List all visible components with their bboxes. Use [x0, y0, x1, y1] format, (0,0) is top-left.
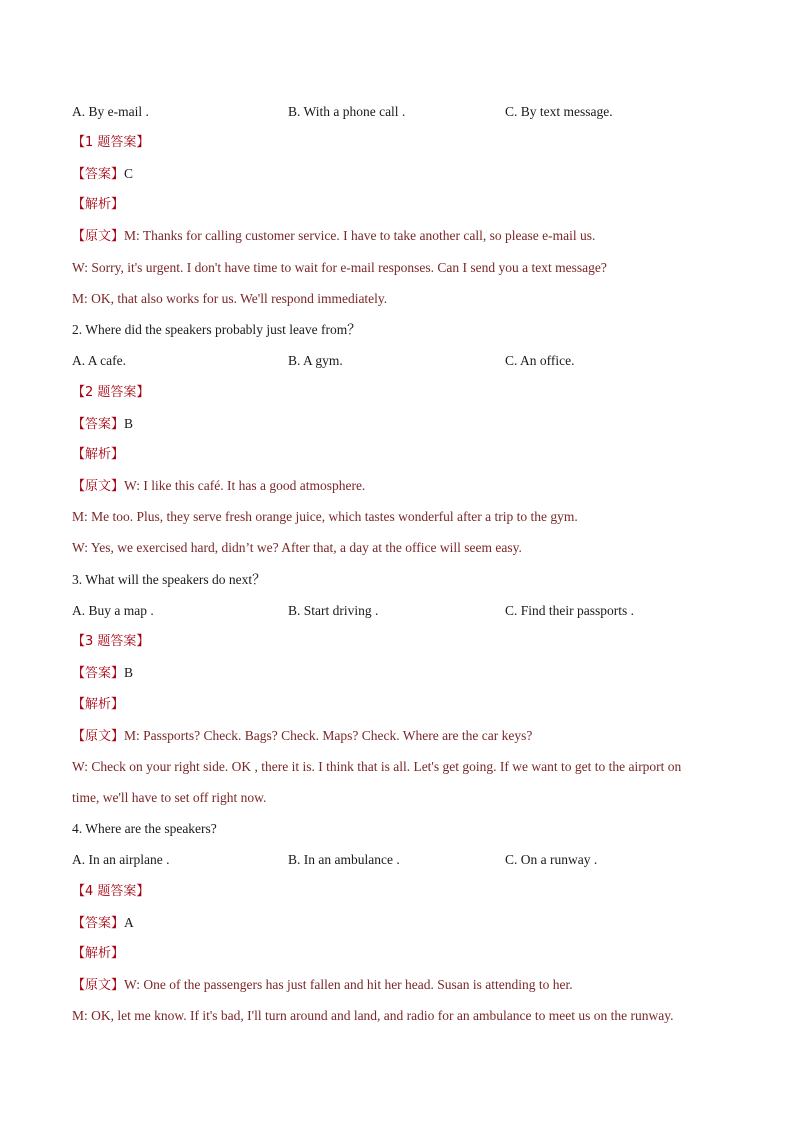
q1-option-b: B. With a phone call .	[288, 104, 406, 119]
q4-answer-header: 【4 题答案】	[72, 884, 150, 899]
q1-answer-header: 【1 题答案】	[72, 135, 150, 150]
q1-option-c: C. By text message.	[505, 104, 613, 119]
q2-transcript-line-1: 【原文】W: I like this café. It has a good atmosphere.	[72, 478, 366, 494]
q3-question: 3. What will the speakers do next？	[72, 572, 266, 587]
q4-option-c: C. On a runway .	[505, 852, 598, 867]
q1-analysis-label: 【解析】	[72, 197, 125, 212]
q3-option-a: A. Buy a map .	[72, 603, 154, 618]
q2-analysis-label: 【解析】	[72, 447, 125, 462]
q2-answer-value: B	[124, 416, 134, 431]
q1-answer-line	[72, 166, 133, 183]
q4-answer-line	[72, 915, 134, 932]
q3-transcript-line-2: W: Check on your right side. OK , there it is. I think that is all. Let's get going. If we want to get to the airport on	[72, 759, 682, 774]
q1-options	[72, 104, 752, 120]
q1-answer-label: 【答案】	[72, 167, 125, 182]
q1-answer-value: C	[124, 166, 134, 181]
q2-options	[72, 353, 752, 369]
q4-option-b: B. In an ambulance .	[288, 852, 400, 867]
q3-analysis-label: 【解析】	[72, 697, 125, 712]
q4-options	[72, 852, 752, 868]
q3-transcript-line-3: time, we'll have to set off right now.	[72, 790, 267, 805]
q4-transcript-line-1: 【原文】W: One of the passengers has just fallen and hit her head. Susan is attending to her.	[72, 977, 573, 993]
q2-answer-line	[72, 416, 133, 433]
q3-answer-line	[72, 665, 133, 682]
q2-yuanwen-label: 【原文】	[72, 479, 125, 494]
q1-option-a: A. By e-mail .	[72, 104, 149, 119]
q3-answer-header: 【3 题答案】	[72, 634, 150, 649]
q2-option-c: C. An office.	[505, 353, 575, 368]
q2-transcript-line-3: W: Yes, we exercised hard, didn’t we? After that, a day at the office will seem easy.	[72, 540, 522, 555]
q4-transcript-line-2: M: OK, let me know. If it's bad, I'll turn around and land, and radio for an ambulance to meet us on the runway.	[72, 1008, 674, 1023]
q3-answer-value: B	[124, 665, 134, 680]
q1-transcript-line-2: W: Sorry, it's urgent. I don't have time to wait for e-mail responses. Can I send you a text message?	[72, 260, 607, 275]
q3-transcript-line-1: 【原文】M: Passports? Check. Bags? Check. Maps? Check. Where are the car keys?	[72, 728, 533, 744]
q4-question: 4. Where are the speakers?	[72, 821, 217, 836]
q3-options	[72, 603, 752, 619]
q2-answer-header: 【2 题答案】	[72, 385, 150, 400]
q2-option-a: A. A cafe.	[72, 353, 126, 368]
q4-analysis-label: 【解析】	[72, 946, 125, 961]
q4-option-a: A. In an airplane .	[72, 852, 170, 867]
q2-question: 2. Where did the speakers probably just leave from？	[72, 322, 361, 337]
q3-option-c: C. Find their passports .	[505, 603, 635, 618]
q3-answer-label: 【答案】	[72, 666, 125, 681]
q2-transcript-line-2: M: Me too. Plus, they serve fresh orange juice, which tastes wonderful after a trip to the gym.	[72, 509, 578, 524]
q1-transcript-line-1: 【原文】M: Thanks for calling customer service. I have to take another call, so please e-mail us.	[72, 228, 596, 244]
q2-answer-label: 【答案】	[72, 417, 125, 432]
q4-yuanwen-label: 【原文】	[72, 978, 125, 993]
q4-answer-value: A	[124, 915, 134, 930]
q1-yuanwen-label: 【原文】	[72, 229, 125, 244]
q1-transcript-line-3: M: OK, that also works for us. We'll respond immediately.	[72, 291, 388, 306]
q4-answer-label: 【答案】	[72, 916, 125, 931]
q3-yuanwen-label: 【原文】	[72, 729, 125, 744]
q2-option-b: B. A gym.	[288, 353, 343, 368]
q3-option-b: B. Start driving .	[288, 603, 379, 618]
